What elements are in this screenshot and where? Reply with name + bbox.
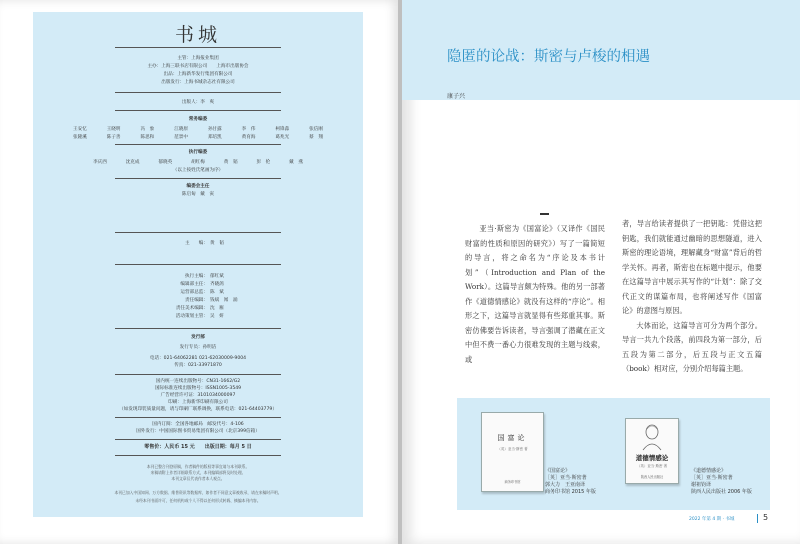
staff-role: 活动策划主管： [175,314,208,319]
masthead-rule [115,144,281,145]
editor-name: 沈克成 [125,160,140,165]
distribution-line: 国外发行：中国国际图书贸易集团有限公司（北京399信箱） [136,429,260,434]
editor-name: 冯 象 [140,127,155,132]
publisher-line: 主管：上海报业集团 [177,56,219,61]
publisher-line: 主办：上海三联书店有限公司 上海市出版协会 [147,64,249,69]
masthead-title: 书城 [174,24,221,46]
masthead-rule [115,328,281,329]
caption-line: 郭大力 王亚南译 [545,482,586,488]
publisher-role: 出版人：李 爽 [181,100,215,105]
editor-name: 陈子善 [106,135,121,140]
cover-title: 国富论 [497,434,528,442]
note-line: 本刊文章仅代表作者本人观点。 [171,476,225,481]
caption-line: 《道德情感论》 [691,468,727,474]
exec-row [93,159,303,165]
registration-line: 广告经营许可证：3101034000097 [160,393,236,398]
paragraph: 大体而论，这篇导言可分为两个部分。导言一共九个段落，前四段为第一部分，后五段为第二部分，后五段与正文五篇（book）相对应，分别介绍每篇主题。 [622,320,762,373]
staff-row [138,306,298,312]
masthead-rule [115,417,281,418]
section-mark [540,213,549,215]
contact-line: 传真：021-33971870 [174,363,222,368]
staff-name: 吴 妍 [210,314,224,319]
note-line: 来稿请附上作者详细联系方式，本刊编辑部将及时处理。 [150,470,246,475]
editor-name: 张信刚 [309,127,323,132]
staff-name: 钱斌 闻 涌 [210,298,238,303]
registration-line: 国内统一连续出版物号：CN31-1662/G2 [155,379,241,384]
text-column-right [622,217,762,377]
page-number: 5 [763,513,769,522]
registration-line: （如发现印装质量问题，请与印刷厂联系调换，联系电话：021-64403779） [119,407,277,412]
editor-name: 王安忆 [73,127,87,132]
staff-name: 陈 斌 [210,290,224,295]
caption-line: 谢祖钧译 [691,482,712,488]
publisher-line: 出版发行：上海书城杂志社有限公司 [161,80,235,85]
registration-line: 国际标准连续出版物号：ISSN1005-3549 [154,386,242,391]
masthead-rule [115,232,281,233]
editor-name: 蔡 翔 [309,135,323,140]
cover-subtitle: （英）亚当·斯密 著 [497,447,528,451]
staff-role: 运营部总监： [180,290,208,295]
masthead-panel [33,12,363,517]
masthead-rule [115,110,281,111]
publisher-logo: 陕西人民出版社 [640,475,664,479]
publisher-logo: 商务印书馆 [504,480,521,484]
caption-line: ［英］亚当·斯密著 [691,475,733,481]
editor-name: 张隆溪 [73,135,87,140]
editor-name: 黄 韬 [223,160,238,165]
editor-name: 彭 伦 [256,160,271,165]
staff-role: 执行主编： [185,274,208,279]
editor-name: 黄育海 [241,135,256,140]
distribution-manager: 发行专员：孙明洁 [179,345,217,350]
book-cover-wealth-of-nations [481,412,544,492]
caption-wealth-of-nations [545,468,596,496]
masthead-rule [115,439,281,440]
publisher-line: 出品：上海新华发行集团有限公司 [163,72,233,77]
committee-heading: 编委会主任 [186,184,210,189]
committee-names: 陈启甸 戴 寅 [181,192,215,197]
editor-name: 戴 燕 [289,160,303,165]
staff-role: 主 编： [185,241,208,246]
staff-role: 责任编辑： [185,298,208,303]
staff-row [138,274,298,280]
caption-line: 商务印书馆 2015 年版 [545,489,596,495]
note-line: 本刊已整合刊登原稿，作者稿件的版权等事宜请与本刊联系。 [146,464,250,469]
staff-row [138,282,298,288]
editor-name: 李 伟 [241,127,256,132]
masthead-rule [115,92,281,93]
staff-role: 编辑部主任： [180,282,208,287]
editorial-heading: 常务编委 [188,117,208,122]
caption-line: ［英］亚当·斯密著 [545,475,587,481]
staff-row [138,298,298,304]
article-title: 隐匿的论战：斯密与卢梭的相遇 [447,49,650,65]
editor-name: 胡红梅 [191,160,205,165]
exec-note: （以上按姓氏笔画为序） [172,168,224,173]
masthead-rule [115,47,281,48]
editor-name: 孙甘露 [207,127,222,132]
price-line: 零售价：人民币 15 元 出版日期：每月 5 日 [144,444,252,450]
caption-line: 《国富论》 [545,468,571,474]
legal-note: 未经本刊书面许可，任何机构或个人不得以任何形式转载、摘编本刊内容。 [135,498,261,503]
staff-row [138,290,298,296]
book-cover-moral-sentiments [625,418,679,484]
right-page [402,0,800,544]
contact-line: 电话：021-64062281 021-62030009-9004 [149,356,247,361]
caption-moral-sentiments [691,468,752,496]
editorial-row [73,126,323,132]
editorial-row [73,134,323,140]
masthead-rule [115,178,281,179]
masthead-rule [115,455,281,456]
cover-title: 道德情感论 [635,454,669,462]
paragraph: 者，导言给读者提供了一把钥匙：凭借这把钥匙，我们就能通过幽暗的思想隧道，进入斯密的理论语境，理解藏身“财富”背后的哲学关怀。再者，斯密也在标题中提示，他要在这篇导言中展示其写作的“计划”：除了交代正文的谋篇布局，也将阐述写作《国富论》的意图与原因。 [622,219,762,315]
editor-name: 郁晓英 [158,160,173,165]
masthead-rule [115,374,281,375]
staff-role: 责任美术编辑： [175,306,208,311]
editor-name: 李庆西 [93,160,107,165]
staff-name: 郁红斌 [210,274,224,279]
staff-name: 黄 韬 [210,241,224,246]
editor-name: 范景中 [174,135,188,140]
editor-name: 柯锋淼 [275,127,290,132]
masthead-rule [115,264,281,265]
distribution-heading: 发行部 [191,335,205,340]
caption-line: 陕西人民出版社 2006 年版 [691,489,752,495]
editor-name: 王晓明 [106,127,121,132]
portrait-icon [640,423,664,451]
paragraph: 亚当·斯密为《国富论》（又译作《国民财富的性质和原因的研究》）写了一篇简短的导言，将之命名为“序论及本书计划”（Introduction and Plan of the Work）。这篇导言颇为特殊。他的另一部著作《道德情感论》就没有这样的“序论”。相形之下，这篇导言就显得有些郑重其事。斯密仿佛要告诉读者，导言强调了潜藏在正文中但不费一番心力很难发现的主题与线索，或 [465,224,605,364]
staff-row [138,241,298,247]
editor-name: 郑培凯 [207,135,222,140]
cover-subtitle: （英）亚当·斯密 著 [636,464,668,468]
footer-separator [757,514,758,523]
text-column-left [465,222,605,367]
distribution-line: 国内订阅：全国各地邮局 邮发代号：4-106 [152,422,244,427]
editor-name: 陈思和 [140,135,155,140]
book-image-band [457,398,770,510]
legal-note: 本刊已加入中国知网、万方数据、维普资讯等数据库，如作者不同意文章被收录，请在来稿时声明。 [114,490,282,495]
footer-issue: 2022 年第 4 期 · 书城 [689,517,735,522]
article-author: 康子兴 [447,93,466,100]
exec-heading: 执行编委 [188,150,208,155]
registration-line: 印刷：上海新华印刷有限公司 [168,400,228,405]
editor-name: 江晓原 [174,127,188,132]
staff-name: 沈 雁 [210,306,224,311]
staff-name: 齐晓鸽 [210,282,224,287]
staff-row [138,314,298,320]
editor-name: 葛兆光 [275,135,290,140]
